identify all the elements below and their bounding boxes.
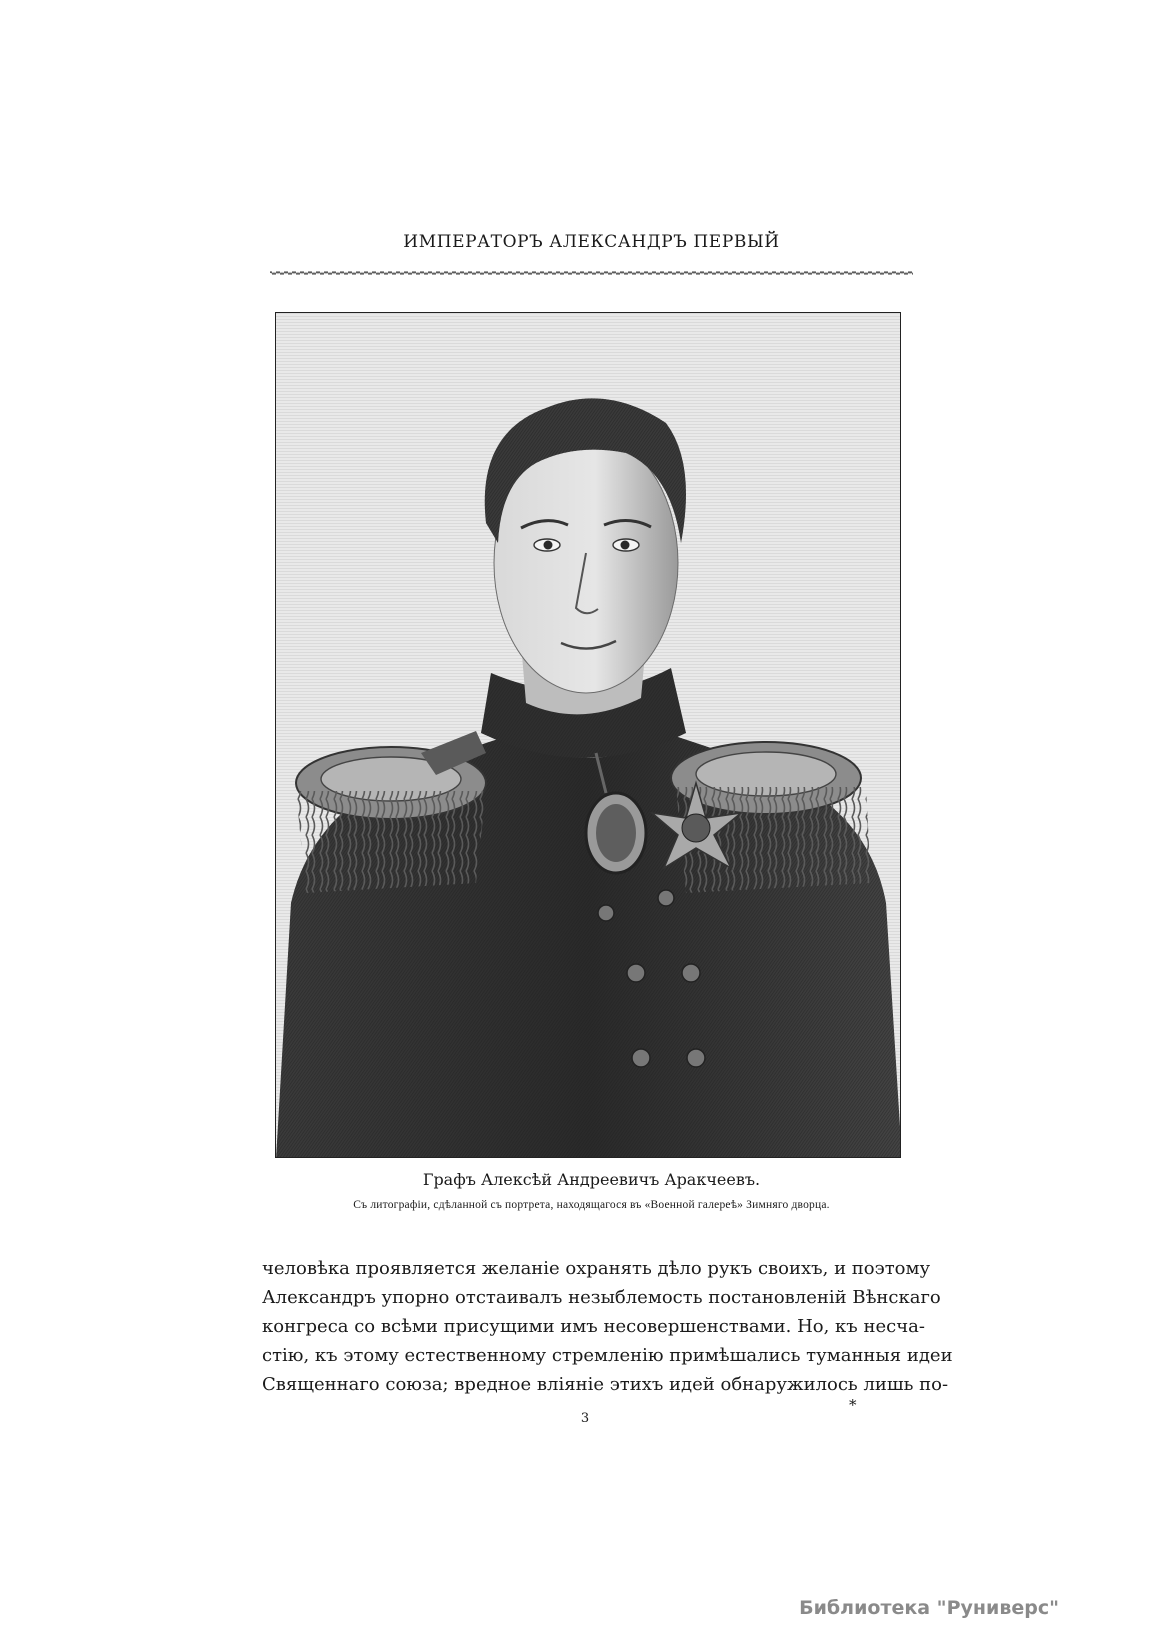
body-line: стію, къ этому естественному стремленію примѣшались туманныя идеи — [262, 1345, 953, 1366]
header-wavy-rule — [270, 270, 913, 276]
body-line: Александръ упорно отстаивалъ незыблемость постановленій Вѣнскаго — [262, 1287, 941, 1308]
library-watermark: Библиотека "Руниверс" — [799, 1597, 1059, 1619]
portrait-plate — [275, 312, 901, 1158]
body-line: конгреса со всѣми присущими имъ несовершенствами. Но, къ несча- — [262, 1316, 925, 1337]
plate-caption-title: Графъ Алексѣй Андреевичъ Аракчеевъ. — [422, 1170, 761, 1189]
page-number: 3 — [580, 1411, 590, 1426]
footnote-mark: * — [849, 1396, 857, 1414]
plate-caption-source: Съ литографіи, сдѣланной съ портрета, находящагося въ «Военной галереѣ» Зимняго дворца. — [353, 1199, 830, 1211]
body-paragraph — [262, 1254, 953, 1399]
body-line: Священнаго союза; вредное вліяніе этихъ идей обнаружилось лишь по- — [262, 1374, 949, 1395]
engraved-portrait-of-officer-icon — [276, 313, 901, 1158]
running-head: ИМПЕРАТОРЪ АЛЕКСАНДРЪ ПЕРВЫЙ — [403, 232, 780, 252]
body-line: человѣка проявляется желаніе охранять дѣло рукъ своихъ, и поэтому — [262, 1258, 931, 1279]
